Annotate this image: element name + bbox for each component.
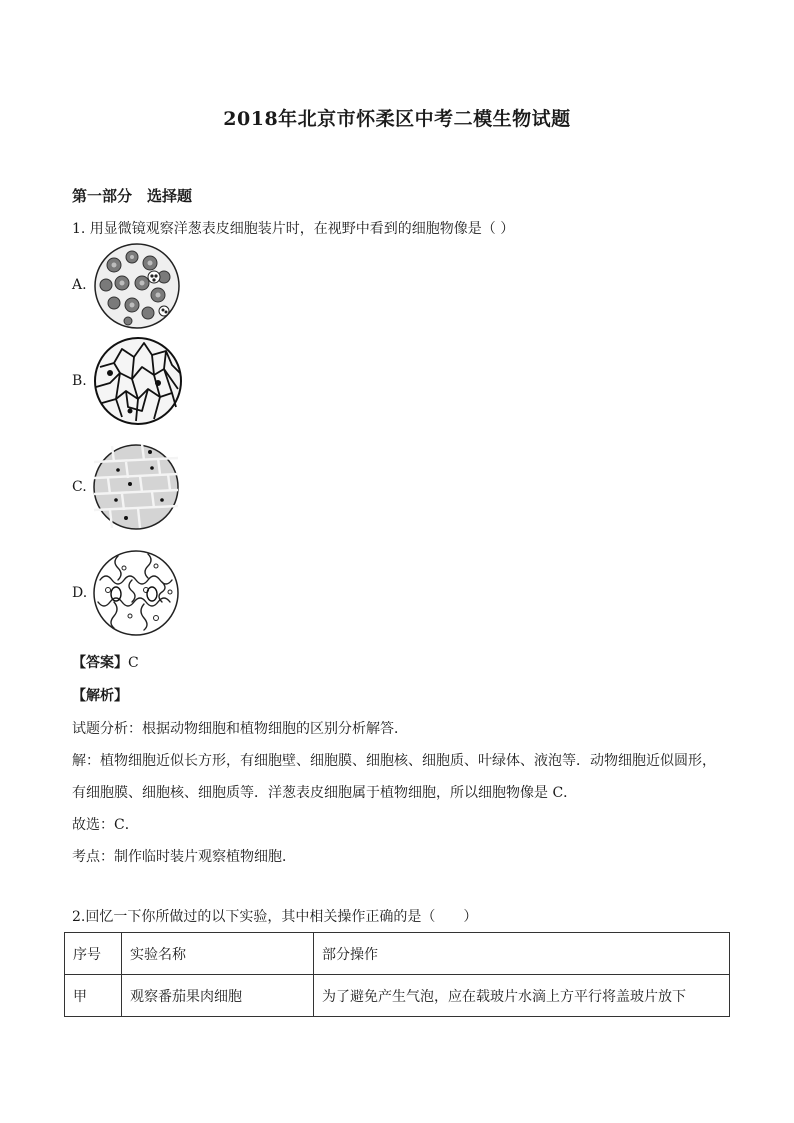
analysis-line-2: 解：植物细胞近似长方形，有细胞壁、细胞膜、细胞核、细胞质、叶绿体、液泡等．动物细胞近似圆形， [72, 753, 716, 769]
table-cell: 甲 [65, 975, 122, 1017]
option-a-label: A. [72, 277, 87, 293]
document-title: 2018年北京市怀柔区中考二模生物试题 [223, 108, 571, 130]
section-heading: 第一部分 选择题 [72, 187, 193, 205]
option-b-label: B. [72, 373, 87, 389]
question-2-text: 2.回忆一下你所做过的以下实验，其中相关操作正确的是（ ） [72, 909, 478, 925]
option-c-label: C. [72, 479, 87, 495]
analysis-line-3: 有细胞膜、细胞核、细胞质等．洋葱表皮细胞属于植物细胞，所以细胞物像是 C． [72, 785, 578, 801]
table-header-cell: 序号 [65, 933, 122, 975]
table-cell: 为了避免产生气泡，应在载玻片水滴上方平行将盖玻片放下 [314, 975, 730, 1017]
question-1-text: 1. 用显微镜观察洋葱表皮细胞装片时，在视野中看到的细胞物像是（ ） [72, 221, 515, 237]
table-cell: 观察番茄果肉细胞 [122, 975, 314, 1017]
table-header-cell: 实验名称 [122, 933, 314, 975]
onion-epidermis-image [92, 444, 180, 530]
analysis-line-1: 试题分析：根据动物细胞和植物细胞的区别分析解答． [72, 721, 408, 737]
answer-value: C [128, 655, 139, 671]
experiment-table [64, 932, 730, 1017]
analysis-label: 【解析】 [72, 688, 128, 704]
answer-line [72, 652, 139, 672]
analysis-line-5: 考点：制作临时装片观察植物细胞． [72, 849, 296, 865]
analysis-line-4: 故选：C． [72, 817, 139, 833]
red-blood-cells-image [92, 243, 182, 329]
table-header-cell: 部分操作 [314, 933, 730, 975]
irregular-cells-image [92, 337, 184, 425]
wavy-cells-image [92, 550, 180, 636]
option-d-label: D. [72, 585, 88, 601]
table-row [65, 975, 730, 1017]
table-header-row [65, 933, 730, 975]
answer-label: 【答案】 [72, 655, 128, 671]
